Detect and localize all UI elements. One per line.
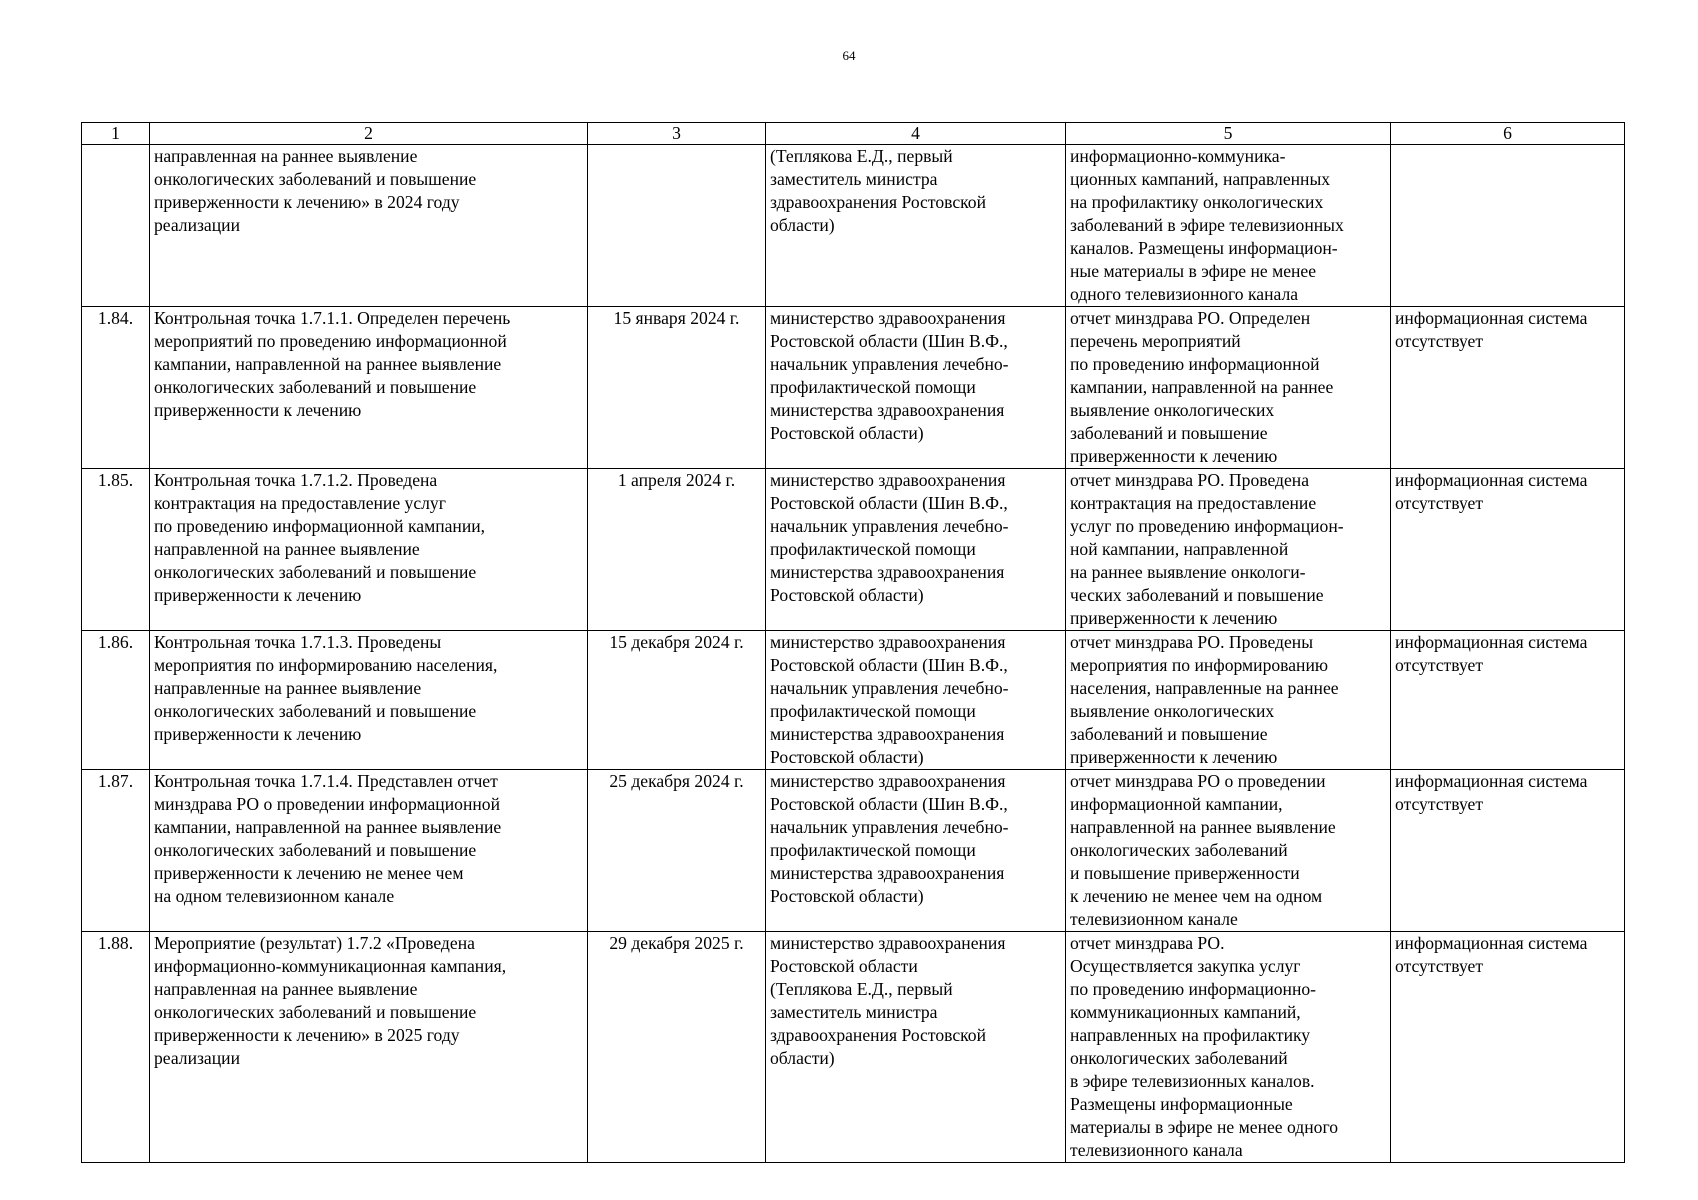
- responsible-line: Ростовской области): [770, 423, 924, 443]
- info-system-line: отсутствует: [1395, 956, 1484, 976]
- description-line: реализации: [154, 215, 240, 235]
- responsible-line: министерство здравоохранения: [770, 771, 1006, 791]
- info-system-cell: [1391, 932, 1625, 1163]
- result-line: отчет минздрава РО. Определен: [1070, 308, 1311, 328]
- info-system-cell: [1391, 770, 1625, 932]
- result-line: каналов. Размещены информацион-: [1070, 238, 1338, 258]
- description-line: онкологических заболеваний и повышение: [154, 562, 477, 582]
- date-cell: [588, 932, 766, 1163]
- table-row: [82, 145, 1625, 307]
- result-line: кампании, направленной на раннее: [1070, 377, 1334, 397]
- description-cell: [150, 469, 588, 631]
- result-line: направленной на раннее выявление: [1070, 817, 1336, 837]
- row-number-cell: [82, 932, 150, 1163]
- result-cell: [1066, 770, 1391, 932]
- responsible-line: заместитель министра: [770, 1002, 938, 1022]
- row-number-cell: [82, 469, 150, 631]
- deadline-date: 15 января 2024 г.: [613, 308, 740, 328]
- info-system-cell: [1391, 307, 1625, 469]
- result-line: выявление онкологических: [1070, 701, 1275, 721]
- responsible-line: министерство здравоохранения: [770, 308, 1006, 328]
- result-line: коммуникационных кампаний,: [1070, 1002, 1301, 1022]
- info-system-line: отсутствует: [1395, 331, 1484, 351]
- responsible-cell: [766, 145, 1066, 307]
- result-line: онкологических заболеваний: [1070, 1048, 1288, 1068]
- deadline-date: 1 апреля 2024 г.: [617, 470, 736, 490]
- row-number: 1.85.: [97, 470, 134, 490]
- info-system-line: информационная система: [1395, 933, 1588, 953]
- result-line: отчет минздрава РО.: [1070, 933, 1225, 953]
- row-number-cell: [82, 631, 150, 770]
- deadline-date: 25 декабря 2024 г.: [609, 771, 744, 791]
- responsible-line: Ростовской области: [770, 956, 918, 976]
- responsible-line: профилактической помощи: [770, 840, 976, 860]
- table-row: [82, 932, 1625, 1163]
- table-row: [82, 307, 1625, 469]
- row-number: 1.88.: [97, 933, 134, 953]
- responsible-line: (Теплякова Е.Д., первый: [770, 146, 953, 166]
- header-col-2: 2: [150, 123, 588, 145]
- description-line: контрактация на предоставление услуг: [154, 493, 446, 513]
- result-line: отчет минздрава РО о проведении: [1070, 771, 1326, 791]
- info-system-line: информационная система: [1395, 632, 1588, 652]
- result-line: телевизионного канала: [1070, 1140, 1243, 1160]
- responsible-line: министерства здравоохранения: [770, 724, 1005, 744]
- result-line: информационной кампании,: [1070, 794, 1283, 814]
- responsible-line: профилактической помощи: [770, 701, 976, 721]
- description-line: онкологических заболеваний и повышение: [154, 377, 477, 397]
- result-cell: [1066, 307, 1391, 469]
- result-line: контрактация на предоставление: [1070, 493, 1317, 513]
- result-line: услуг по проведению информацион-: [1070, 516, 1344, 536]
- description-line: информационно-коммуникационная кампания,: [154, 956, 507, 976]
- header-col-4: 4: [766, 123, 1066, 145]
- description-line: мероприятия по информированию населения,: [154, 655, 498, 675]
- description-cell: [150, 631, 588, 770]
- description-line: приверженности к лечению: [154, 724, 362, 744]
- result-cell: [1066, 145, 1391, 307]
- result-line: приверженности к лечению: [1070, 446, 1278, 466]
- responsible-line: министерство здравоохранения: [770, 933, 1006, 953]
- info-system-line: отсутствует: [1395, 655, 1484, 675]
- result-line: направленных на профилактику: [1070, 1025, 1311, 1045]
- header-col-1: 1: [82, 123, 150, 145]
- result-line: приверженности к лечению: [1070, 747, 1278, 767]
- responsible-cell: [766, 932, 1066, 1163]
- result-line: Размещены информационные: [1070, 1094, 1293, 1114]
- result-line: на раннее выявление онкологи-: [1070, 562, 1306, 582]
- description-line: Контрольная точка 1.7.1.1. Определен перечень: [154, 308, 511, 328]
- responsible-line: министерство здравоохранения: [770, 632, 1006, 652]
- row-number: 1.86.: [97, 632, 134, 652]
- description-line: приверженности к лечению: [154, 585, 362, 605]
- description-cell: [150, 307, 588, 469]
- info-system-line: информационная система: [1395, 308, 1588, 328]
- result-line: выявление онкологических: [1070, 400, 1275, 420]
- responsible-cell: [766, 770, 1066, 932]
- result-line: Осуществляется закупка услуг: [1070, 956, 1301, 976]
- plan-table: [81, 122, 1625, 1163]
- description-line: приверженности к лечению не менее чем: [154, 863, 464, 883]
- deadline-date: 15 декабря 2024 г.: [609, 632, 744, 652]
- table-row: [82, 631, 1625, 770]
- date-cell: [588, 631, 766, 770]
- responsible-line: здравоохранения Ростовской: [770, 1025, 987, 1045]
- responsible-line: Ростовской области): [770, 585, 924, 605]
- description-line: реализации: [154, 1048, 240, 1068]
- description-line: кампании, направленной на раннее выявление: [154, 817, 502, 837]
- info-system-cell: [1391, 469, 1625, 631]
- responsible-line: начальник управления лечебно-: [770, 516, 1009, 536]
- result-line: в эфире телевизионных каналов.: [1070, 1071, 1315, 1091]
- result-line: приверженности к лечению: [1070, 608, 1278, 628]
- responsible-line: профилактической помощи: [770, 539, 976, 559]
- result-line: перечень мероприятий: [1070, 331, 1241, 351]
- description-line: Контрольная точка 1.7.1.2. Проведена: [154, 470, 438, 490]
- description-line: направленные на раннее выявление: [154, 678, 422, 698]
- result-line: ционных кампаний, направленных: [1070, 169, 1331, 189]
- result-line: ные материалы в эфире не менее: [1070, 261, 1317, 281]
- responsible-line: начальник управления лечебно-: [770, 817, 1009, 837]
- description-line: онкологических заболеваний и повышение: [154, 701, 477, 721]
- description-line: по проведению информационной кампании,: [154, 516, 486, 536]
- responsible-line: Ростовской области): [770, 886, 924, 906]
- description-line: направленная на раннее выявление: [154, 979, 418, 999]
- page-number: 64: [842, 48, 856, 63]
- result-line: и повышение приверженности: [1070, 863, 1300, 883]
- result-line: одного телевизионного канала: [1070, 284, 1299, 304]
- info-system-line: отсутствует: [1395, 493, 1484, 513]
- description-cell: [150, 770, 588, 932]
- result-cell: [1066, 469, 1391, 631]
- result-line: на профилактику онкологических: [1070, 192, 1324, 212]
- result-line: онкологических заболеваний: [1070, 840, 1288, 860]
- responsible-cell: [766, 307, 1066, 469]
- description-line: приверженности к лечению» в 2024 году: [154, 192, 460, 212]
- responsible-line: области): [770, 1048, 835, 1068]
- date-cell: [588, 145, 766, 307]
- responsible-line: области): [770, 215, 835, 235]
- description-line: приверженности к лечению» в 2025 году: [154, 1025, 460, 1045]
- description-line: минздрава РО о проведении информационной: [154, 794, 500, 814]
- result-line: по проведению информационно-: [1070, 979, 1317, 999]
- result-line: к лечению не менее чем на одном: [1070, 886, 1323, 906]
- row-number-cell: [82, 145, 150, 307]
- description-cell: [150, 932, 588, 1163]
- responsible-line: начальник управления лечебно-: [770, 354, 1009, 374]
- result-line: информационно-коммуника-: [1070, 146, 1286, 166]
- result-line: телевизионном канале: [1070, 909, 1238, 929]
- deadline-date: 29 декабря 2025 г.: [609, 933, 744, 953]
- responsible-line: профилактической помощи: [770, 377, 976, 397]
- header-col-5: 5: [1066, 123, 1391, 145]
- responsible-line: (Теплякова Е.Д., первый: [770, 979, 953, 999]
- result-line: по проведению информационной: [1070, 354, 1320, 374]
- responsible-line: министерства здравоохранения: [770, 863, 1005, 883]
- row-number: 1.87.: [97, 771, 134, 791]
- responsible-line: здравоохранения Ростовской: [770, 192, 987, 212]
- result-line: отчет минздрава РО. Проведены: [1070, 632, 1314, 652]
- responsible-line: министерства здравоохранения: [770, 400, 1005, 420]
- info-system-line: отсутствует: [1395, 794, 1484, 814]
- responsible-line: Ростовской области (Шин В.Ф.,: [770, 655, 1008, 675]
- result-cell: [1066, 631, 1391, 770]
- result-line: ческих заболеваний и повышение: [1070, 585, 1324, 605]
- description-line: на одном телевизионном канале: [154, 886, 395, 906]
- table-row: [82, 469, 1625, 631]
- result-line: отчет минздрава РО. Проведена: [1070, 470, 1310, 490]
- result-line: мероприятия по информированию: [1070, 655, 1329, 675]
- date-cell: [588, 307, 766, 469]
- info-system-line: информационная система: [1395, 470, 1588, 490]
- description-line: онкологических заболеваний и повышение: [154, 1002, 477, 1022]
- responsible-line: министерства здравоохранения: [770, 562, 1005, 582]
- responsible-line: начальник управления лечебно-: [770, 678, 1009, 698]
- row-number-cell: [82, 307, 150, 469]
- description-line: направленной на раннее выявление: [154, 539, 420, 559]
- info-system-line: информационная система: [1395, 771, 1588, 791]
- result-line: заболеваний и повышение: [1070, 724, 1268, 744]
- responsible-line: министерство здравоохранения: [770, 470, 1006, 490]
- description-cell: [150, 145, 588, 307]
- result-line: материалы в эфире не менее одного: [1070, 1117, 1339, 1137]
- responsible-cell: [766, 631, 1066, 770]
- date-cell: [588, 770, 766, 932]
- responsible-line: Ростовской области (Шин В.Ф.,: [770, 794, 1008, 814]
- date-cell: [588, 469, 766, 631]
- header-col-6: 6: [1391, 123, 1625, 145]
- result-line: заболеваний и повышение: [1070, 423, 1268, 443]
- result-line: заболеваний в эфире телевизионных: [1070, 215, 1344, 235]
- responsible-line: Ростовской области (Шин В.Ф.,: [770, 331, 1008, 351]
- table-row: [82, 770, 1625, 932]
- responsible-cell: [766, 469, 1066, 631]
- info-system-cell: [1391, 145, 1625, 307]
- header-row: [82, 123, 1625, 145]
- description-line: онкологических заболеваний и повышение: [154, 840, 477, 860]
- description-line: онкологических заболеваний и повышение: [154, 169, 477, 189]
- description-line: Контрольная точка 1.7.1.3. Проведены: [154, 632, 442, 652]
- responsible-line: Ростовской области): [770, 747, 924, 767]
- description-line: мероприятий по проведению информационной: [154, 331, 507, 351]
- result-line: населения, направленные на раннее: [1070, 678, 1339, 698]
- responsible-line: заместитель министра: [770, 169, 938, 189]
- description-line: направленная на раннее выявление: [154, 146, 418, 166]
- result-line: ной кампании, направленной: [1070, 539, 1289, 559]
- row-number-cell: [82, 770, 150, 932]
- description-line: приверженности к лечению: [154, 400, 362, 420]
- row-number: 1.84.: [97, 308, 134, 328]
- responsible-line: Ростовской области (Шин В.Ф.,: [770, 493, 1008, 513]
- info-system-cell: [1391, 631, 1625, 770]
- result-cell: [1066, 932, 1391, 1163]
- description-line: кампании, направленной на раннее выявление: [154, 354, 502, 374]
- description-line: Контрольная точка 1.7.1.4. Представлен отчет: [154, 771, 498, 791]
- description-line: Мероприятие (результат) 1.7.2 «Проведена: [154, 933, 475, 953]
- header-col-3: 3: [588, 123, 766, 145]
